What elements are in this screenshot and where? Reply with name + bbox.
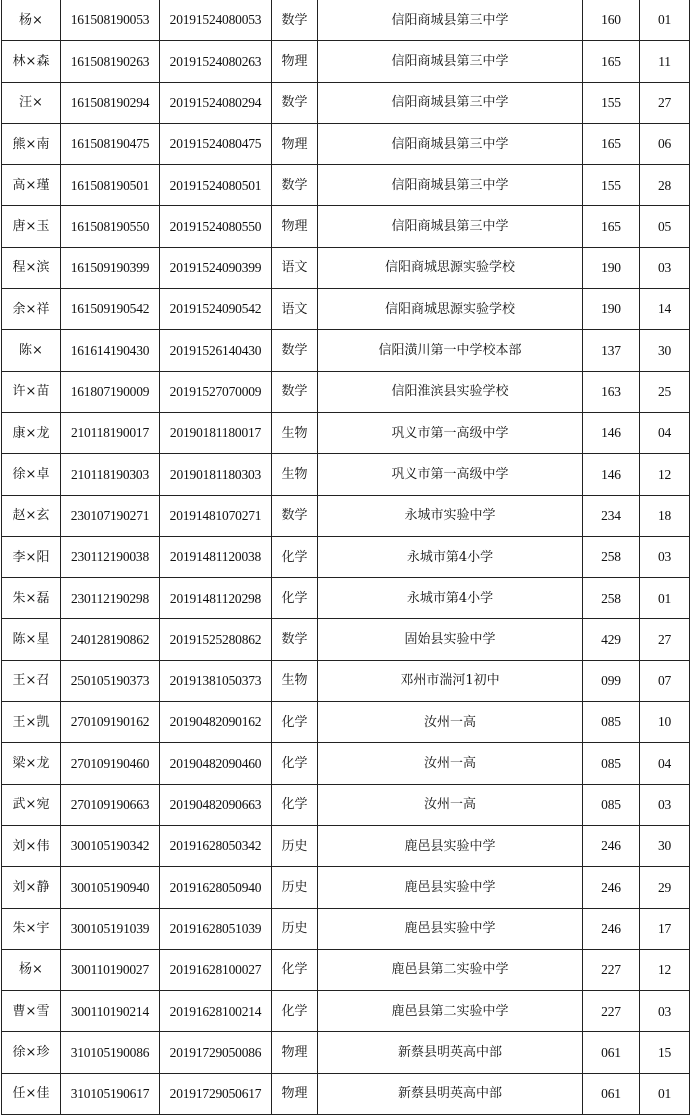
code-cell: 155 bbox=[583, 82, 640, 123]
registration-id-cell: 20190482090460 bbox=[160, 743, 272, 784]
exam-id-cell: 161508190475 bbox=[61, 123, 160, 164]
subject-cell: 语文 bbox=[272, 247, 318, 288]
table-row bbox=[2, 660, 690, 701]
exam-id-cell: 161614190430 bbox=[61, 330, 160, 371]
seat-number-cell: 03 bbox=[640, 991, 690, 1032]
code-cell: 429 bbox=[583, 619, 640, 660]
exam-id-cell: 300105190342 bbox=[61, 825, 160, 866]
seat-number-cell: 28 bbox=[640, 165, 690, 206]
table-row bbox=[2, 495, 690, 536]
registration-id-cell: 20190482090663 bbox=[160, 784, 272, 825]
student-name-cell: 杨× bbox=[2, 0, 61, 41]
exam-id-cell: 210118190017 bbox=[61, 412, 160, 453]
exam-id-cell: 161509190399 bbox=[61, 247, 160, 288]
exam-id-cell: 161508190550 bbox=[61, 206, 160, 247]
exam-id-cell: 300110190214 bbox=[61, 991, 160, 1032]
registration-id-cell: 20191525280862 bbox=[160, 619, 272, 660]
code-cell: 227 bbox=[583, 991, 640, 1032]
registration-id-cell: 20191628050342 bbox=[160, 825, 272, 866]
registration-id-cell: 20191628050940 bbox=[160, 867, 272, 908]
table-row bbox=[2, 825, 690, 866]
exam-id-cell: 161807190009 bbox=[61, 371, 160, 412]
exam-id-cell: 230112190038 bbox=[61, 536, 160, 577]
registration-id-cell: 20191524090542 bbox=[160, 289, 272, 330]
subject-cell: 数学 bbox=[272, 165, 318, 206]
table-row bbox=[2, 949, 690, 990]
exam-id-cell: 300105190940 bbox=[61, 867, 160, 908]
school-cell: 信阳商城县第三中学 bbox=[318, 206, 583, 247]
seat-number-cell: 25 bbox=[640, 371, 690, 412]
seat-number-cell: 01 bbox=[640, 578, 690, 619]
school-cell: 信阳商城思源实验学校 bbox=[318, 289, 583, 330]
table-row bbox=[2, 289, 690, 330]
subject-cell: 历史 bbox=[272, 908, 318, 949]
seat-number-cell: 04 bbox=[640, 412, 690, 453]
registration-id-cell: 20191729050086 bbox=[160, 1032, 272, 1073]
code-cell: 146 bbox=[583, 412, 640, 453]
code-cell: 085 bbox=[583, 702, 640, 743]
seat-number-cell: 30 bbox=[640, 330, 690, 371]
subject-cell: 语文 bbox=[272, 289, 318, 330]
exam-id-cell: 270109190460 bbox=[61, 743, 160, 784]
table-row bbox=[2, 165, 690, 206]
registration-id-cell: 20190482090162 bbox=[160, 702, 272, 743]
school-cell: 鹿邑县实验中学 bbox=[318, 825, 583, 866]
school-cell: 鹿邑县第二实验中学 bbox=[318, 991, 583, 1032]
student-name-cell: 赵×玄 bbox=[2, 495, 61, 536]
exam-id-cell: 161508190053 bbox=[61, 0, 160, 41]
student-name-cell: 徐×珍 bbox=[2, 1032, 61, 1073]
code-cell: 061 bbox=[583, 1032, 640, 1073]
school-cell: 鹿邑县第二实验中学 bbox=[318, 949, 583, 990]
registration-id-cell: 20191628100027 bbox=[160, 949, 272, 990]
school-cell: 信阳商城县第三中学 bbox=[318, 82, 583, 123]
student-name-cell: 徐×卓 bbox=[2, 454, 61, 495]
registration-id-cell: 20191524080475 bbox=[160, 123, 272, 164]
student-name-cell: 朱×宇 bbox=[2, 908, 61, 949]
seat-number-cell: 17 bbox=[640, 908, 690, 949]
registration-id-cell: 20190181180303 bbox=[160, 454, 272, 495]
code-cell: 258 bbox=[583, 578, 640, 619]
student-name-cell: 唐×玉 bbox=[2, 206, 61, 247]
roster-body bbox=[2, 0, 690, 1115]
table-row bbox=[2, 41, 690, 82]
code-cell: 246 bbox=[583, 825, 640, 866]
registration-id-cell: 20190181180017 bbox=[160, 412, 272, 453]
table-row bbox=[2, 1032, 690, 1073]
table-row bbox=[2, 619, 690, 660]
registration-id-cell: 20191524080550 bbox=[160, 206, 272, 247]
school-cell: 信阳潢川第一中学校本部 bbox=[318, 330, 583, 371]
code-cell: 246 bbox=[583, 908, 640, 949]
code-cell: 165 bbox=[583, 41, 640, 82]
school-cell: 汝州一高 bbox=[318, 784, 583, 825]
code-cell: 190 bbox=[583, 247, 640, 288]
school-cell: 新蔡县明英高中部 bbox=[318, 1073, 583, 1114]
seat-number-cell: 27 bbox=[640, 619, 690, 660]
seat-number-cell: 03 bbox=[640, 784, 690, 825]
subject-cell: 物理 bbox=[272, 123, 318, 164]
school-cell: 永城市实验中学 bbox=[318, 495, 583, 536]
table-row bbox=[2, 578, 690, 619]
table-row bbox=[2, 454, 690, 495]
code-cell: 061 bbox=[583, 1073, 640, 1114]
school-cell: 信阳商城思源实验学校 bbox=[318, 247, 583, 288]
exam-id-cell: 300110190027 bbox=[61, 949, 160, 990]
registration-id-cell: 20191524080053 bbox=[160, 0, 272, 41]
code-cell: 085 bbox=[583, 743, 640, 784]
exam-id-cell: 161508190501 bbox=[61, 165, 160, 206]
code-cell: 165 bbox=[583, 123, 640, 164]
exam-id-cell: 310105190617 bbox=[61, 1073, 160, 1114]
student-name-cell: 林×森 bbox=[2, 41, 61, 82]
student-name-cell: 刘×静 bbox=[2, 867, 61, 908]
code-cell: 155 bbox=[583, 165, 640, 206]
table-row bbox=[2, 908, 690, 949]
school-cell: 巩义市第一高级中学 bbox=[318, 412, 583, 453]
seat-number-cell: 04 bbox=[640, 743, 690, 784]
student-name-cell: 陈× bbox=[2, 330, 61, 371]
student-name-cell: 曹×雪 bbox=[2, 991, 61, 1032]
seat-number-cell: 18 bbox=[640, 495, 690, 536]
registration-id-cell: 20191524090399 bbox=[160, 247, 272, 288]
registration-id-cell: 20191524080263 bbox=[160, 41, 272, 82]
exam-id-cell: 230107190271 bbox=[61, 495, 160, 536]
exam-id-cell: 270109190162 bbox=[61, 702, 160, 743]
school-cell: 信阳商城县第三中学 bbox=[318, 165, 583, 206]
subject-cell: 历史 bbox=[272, 825, 318, 866]
registration-id-cell: 20191527070009 bbox=[160, 371, 272, 412]
student-name-cell: 任×佳 bbox=[2, 1073, 61, 1114]
subject-cell: 化学 bbox=[272, 784, 318, 825]
school-cell: 信阳商城县第三中学 bbox=[318, 0, 583, 41]
student-name-cell: 康×龙 bbox=[2, 412, 61, 453]
student-name-cell: 朱×磊 bbox=[2, 578, 61, 619]
code-cell: 234 bbox=[583, 495, 640, 536]
subject-cell: 化学 bbox=[272, 743, 318, 784]
table-row bbox=[2, 991, 690, 1032]
code-cell: 099 bbox=[583, 660, 640, 701]
subject-cell: 数学 bbox=[272, 619, 318, 660]
seat-number-cell: 12 bbox=[640, 454, 690, 495]
seat-number-cell: 01 bbox=[640, 0, 690, 41]
school-cell: 汝州一高 bbox=[318, 702, 583, 743]
table-row bbox=[2, 702, 690, 743]
subject-cell: 物理 bbox=[272, 1032, 318, 1073]
subject-cell: 生物 bbox=[272, 454, 318, 495]
code-cell: 163 bbox=[583, 371, 640, 412]
table-row bbox=[2, 867, 690, 908]
code-cell: 246 bbox=[583, 867, 640, 908]
seat-number-cell: 03 bbox=[640, 247, 690, 288]
school-cell: 固始县实验中学 bbox=[318, 619, 583, 660]
subject-cell: 数学 bbox=[272, 495, 318, 536]
table-row bbox=[2, 784, 690, 825]
seat-number-cell: 07 bbox=[640, 660, 690, 701]
seat-number-cell: 30 bbox=[640, 825, 690, 866]
school-cell: 鹿邑县实验中学 bbox=[318, 908, 583, 949]
exam-id-cell: 161508190294 bbox=[61, 82, 160, 123]
table-row bbox=[2, 0, 690, 41]
code-cell: 190 bbox=[583, 289, 640, 330]
code-cell: 165 bbox=[583, 206, 640, 247]
registration-id-cell: 20191628051039 bbox=[160, 908, 272, 949]
student-name-cell: 梁×龙 bbox=[2, 743, 61, 784]
subject-cell: 生物 bbox=[272, 660, 318, 701]
student-name-cell: 李×阳 bbox=[2, 536, 61, 577]
student-name-cell: 程×滨 bbox=[2, 247, 61, 288]
table-row bbox=[2, 82, 690, 123]
school-cell: 汝州一高 bbox=[318, 743, 583, 784]
seat-number-cell: 06 bbox=[640, 123, 690, 164]
seat-number-cell: 12 bbox=[640, 949, 690, 990]
subject-cell: 物理 bbox=[272, 206, 318, 247]
school-cell: 巩义市第一高级中学 bbox=[318, 454, 583, 495]
code-cell: 085 bbox=[583, 784, 640, 825]
seat-number-cell: 03 bbox=[640, 536, 690, 577]
table-row bbox=[2, 123, 690, 164]
exam-id-cell: 250105190373 bbox=[61, 660, 160, 701]
subject-cell: 化学 bbox=[272, 991, 318, 1032]
exam-id-cell: 161509190542 bbox=[61, 289, 160, 330]
seat-number-cell: 27 bbox=[640, 82, 690, 123]
student-name-cell: 王×召 bbox=[2, 660, 61, 701]
subject-cell: 化学 bbox=[272, 702, 318, 743]
exam-id-cell: 230112190298 bbox=[61, 578, 160, 619]
exam-id-cell: 300105191039 bbox=[61, 908, 160, 949]
school-cell: 新蔡县明英高中部 bbox=[318, 1032, 583, 1073]
seat-number-cell: 10 bbox=[640, 702, 690, 743]
code-cell: 137 bbox=[583, 330, 640, 371]
school-cell: 鹿邑县实验中学 bbox=[318, 867, 583, 908]
student-name-cell: 余×祥 bbox=[2, 289, 61, 330]
seat-number-cell: 14 bbox=[640, 289, 690, 330]
table-row bbox=[2, 247, 690, 288]
code-cell: 160 bbox=[583, 0, 640, 41]
table-row bbox=[2, 206, 690, 247]
exam-id-cell: 161508190263 bbox=[61, 41, 160, 82]
subject-cell: 数学 bbox=[272, 82, 318, 123]
exam-id-cell: 210118190303 bbox=[61, 454, 160, 495]
registration-id-cell: 20191628100214 bbox=[160, 991, 272, 1032]
school-cell: 邓州市湍河1初中 bbox=[318, 660, 583, 701]
registration-id-cell: 20191481070271 bbox=[160, 495, 272, 536]
exam-id-cell: 270109190663 bbox=[61, 784, 160, 825]
student-name-cell: 许×苗 bbox=[2, 371, 61, 412]
registration-id-cell: 20191526140430 bbox=[160, 330, 272, 371]
table-row bbox=[2, 743, 690, 784]
exam-id-cell: 240128190862 bbox=[61, 619, 160, 660]
school-cell: 永城市第4小学 bbox=[318, 578, 583, 619]
school-cell: 永城市第4小学 bbox=[318, 536, 583, 577]
subject-cell: 数学 bbox=[272, 0, 318, 41]
student-name-cell: 王×凯 bbox=[2, 702, 61, 743]
table-row bbox=[2, 412, 690, 453]
subject-cell: 数学 bbox=[272, 371, 318, 412]
registration-id-cell: 20191524080501 bbox=[160, 165, 272, 206]
registration-id-cell: 20191524080294 bbox=[160, 82, 272, 123]
code-cell: 227 bbox=[583, 949, 640, 990]
exam-id-cell: 310105190086 bbox=[61, 1032, 160, 1073]
subject-cell: 历史 bbox=[272, 867, 318, 908]
student-name-cell: 杨× bbox=[2, 949, 61, 990]
student-name-cell: 高×瑾 bbox=[2, 165, 61, 206]
school-cell: 信阳商城县第三中学 bbox=[318, 123, 583, 164]
table-row bbox=[2, 330, 690, 371]
subject-cell: 生物 bbox=[272, 412, 318, 453]
subject-cell: 数学 bbox=[272, 330, 318, 371]
seat-number-cell: 15 bbox=[640, 1032, 690, 1073]
subject-cell: 化学 bbox=[272, 949, 318, 990]
registration-id-cell: 20191481120298 bbox=[160, 578, 272, 619]
subject-cell: 化学 bbox=[272, 578, 318, 619]
registration-id-cell: 20191381050373 bbox=[160, 660, 272, 701]
student-name-cell: 熊×南 bbox=[2, 123, 61, 164]
subject-cell: 物理 bbox=[272, 41, 318, 82]
student-name-cell: 汪× bbox=[2, 82, 61, 123]
student-name-cell: 陈×星 bbox=[2, 619, 61, 660]
student-name-cell: 武×宛 bbox=[2, 784, 61, 825]
code-cell: 146 bbox=[583, 454, 640, 495]
roster-table bbox=[1, 0, 690, 1115]
registration-id-cell: 20191729050617 bbox=[160, 1073, 272, 1114]
table-row bbox=[2, 1073, 690, 1114]
school-cell: 信阳淮滨县实验学校 bbox=[318, 371, 583, 412]
school-cell: 信阳商城县第三中学 bbox=[318, 41, 583, 82]
table-row bbox=[2, 536, 690, 577]
subject-cell: 物理 bbox=[272, 1073, 318, 1114]
seat-number-cell: 05 bbox=[640, 206, 690, 247]
student-name-cell: 刘×伟 bbox=[2, 825, 61, 866]
table-row bbox=[2, 371, 690, 412]
registration-id-cell: 20191481120038 bbox=[160, 536, 272, 577]
code-cell: 258 bbox=[583, 536, 640, 577]
subject-cell: 化学 bbox=[272, 536, 318, 577]
seat-number-cell: 01 bbox=[640, 1073, 690, 1114]
seat-number-cell: 29 bbox=[640, 867, 690, 908]
seat-number-cell: 11 bbox=[640, 41, 690, 82]
